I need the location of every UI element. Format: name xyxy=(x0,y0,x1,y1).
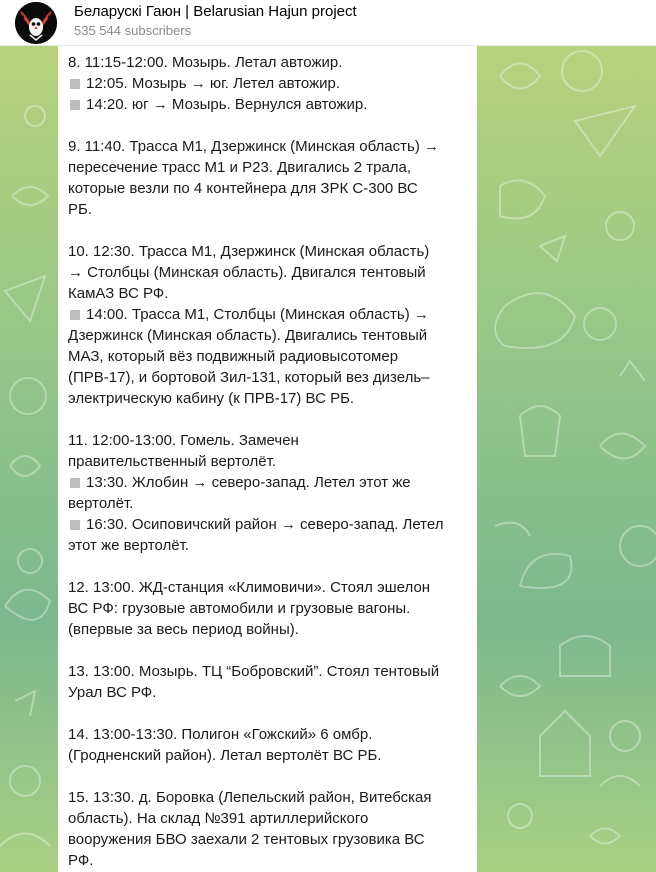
message-line xyxy=(68,73,467,94)
square-bullet-icon xyxy=(70,478,80,488)
message-line-text: → Столбцы (Минская область). Двигался тентовый xyxy=(68,264,426,281)
message-line-text: КамАЗ ВС РФ. xyxy=(68,285,169,302)
message-line xyxy=(68,787,467,808)
message-line xyxy=(68,451,467,472)
message-line-text: 14. 13:00-13:30. Полигон «Гожский» 6 омбр. xyxy=(68,726,373,743)
message-line xyxy=(68,346,467,367)
square-bullet-icon xyxy=(70,520,80,530)
message-line-text: 12. 13:00. ЖД-станция «Климовичи». Стоял эшелон xyxy=(68,579,431,596)
message-line-text: 10. 12:30. Трасса М1, Дзержинск (Минская область) xyxy=(68,243,430,260)
message-line-text: 11. 12:00-13:00. Гомель. Замечен xyxy=(68,432,299,449)
message-line-text: Дзержинск (Минская область). Двигались тентовый xyxy=(68,327,428,344)
square-bullet-icon xyxy=(70,310,80,320)
message-line-text: ВС РФ: грузовые автомобили и грузовые вагоны. xyxy=(68,600,411,617)
message-line xyxy=(68,514,467,535)
message-line xyxy=(68,661,467,682)
message-line-text: 12:05. Мозырь → юг. Летел автожир. xyxy=(86,75,341,92)
message-line xyxy=(68,745,467,766)
message-line xyxy=(68,724,467,745)
subscriber-count: 535 544 subscribers xyxy=(74,23,192,38)
message-line xyxy=(68,493,467,514)
message-line xyxy=(68,304,467,325)
message-line-text: пересечение трасс М1 и Р23. Двигались 2 трала, xyxy=(68,159,412,176)
paragraph-gap xyxy=(68,409,467,430)
message-line-text: 13:30. Жлобин → северо-запад. Летел этот же xyxy=(86,474,411,491)
message-line-text: вооружения БВО заехали 2 тентовых грузовика ВС xyxy=(68,831,425,848)
message-line-text: РБ. xyxy=(68,201,93,218)
message-bubble xyxy=(58,46,477,872)
message-line-text: 8. 11:15-12:00. Мозырь. Летал автожир. xyxy=(68,54,343,71)
paragraph-gap xyxy=(68,556,467,577)
paragraph-gap xyxy=(68,640,467,661)
message-line xyxy=(68,388,467,409)
channel-avatar[interactable] xyxy=(15,2,57,44)
message-line-text: 15. 13:30. д. Боровка (Лепельский район, Витебская xyxy=(68,789,432,806)
message-line xyxy=(68,850,467,871)
message-line xyxy=(68,199,467,220)
paragraph-gap xyxy=(68,115,467,136)
message-line xyxy=(68,808,467,829)
message-line xyxy=(68,682,467,703)
message-line-text: РФ. xyxy=(68,852,94,869)
message-line-text: 14:00. Трасса М1, Столбцы (Минская область) → xyxy=(86,306,429,323)
message-line-text: вертолёт. xyxy=(68,495,134,512)
message-line xyxy=(68,136,467,157)
message-line-text: (впервые за весь период войны). xyxy=(68,621,299,638)
message-line xyxy=(68,829,467,850)
channel-title[interactable]: Беларускі Гаюн | Belarusian Hajun project xyxy=(74,3,357,20)
paragraph-gap xyxy=(68,220,467,241)
square-bullet-icon xyxy=(70,100,80,110)
message-line xyxy=(68,157,467,178)
message-line xyxy=(68,367,467,388)
message-line-text: (ПРВ-17), и бортовой Зил-131, который вез дизель– xyxy=(68,369,430,386)
message-line xyxy=(68,52,467,73)
message-line-text: Урал ВС РФ. xyxy=(68,684,157,701)
message-line-text: которые везли по 4 контейнера для ЗРК С-300 ВС xyxy=(68,180,418,197)
message-line-text: правительственный вертолёт. xyxy=(68,453,277,470)
message-line xyxy=(68,241,467,262)
message-line xyxy=(68,94,467,115)
message-line-text: электрическую кабину (к ПРВ-17) ВС РБ. xyxy=(68,390,355,407)
message-line-text: 16:30. Осиповичский район → северо-запад. Летел xyxy=(86,516,444,533)
message-line-text: 13. 13:00. Мозырь. ТЦ “Бобровский”. Стоял тентовый xyxy=(68,663,440,680)
message-line-text: 14:20. юг → Мозырь. Вернулся автожир. xyxy=(86,96,368,113)
message-line-text: 9. 11:40. Трасса М1, Дзержинск (Минская область) → xyxy=(68,138,439,155)
message-line xyxy=(68,283,467,304)
square-bullet-icon xyxy=(70,79,80,89)
message-line xyxy=(68,598,467,619)
message-line xyxy=(68,619,467,640)
message-line-text: этот же вертолёт. xyxy=(68,537,189,554)
owl-logo-icon xyxy=(15,2,57,44)
paragraph-gap xyxy=(68,766,467,787)
paragraph-gap xyxy=(68,703,467,724)
message-line-text: (Гродненский район). Летал вертолёт ВС РБ. xyxy=(68,747,382,764)
message-line xyxy=(68,535,467,556)
message-line xyxy=(68,577,467,598)
message-line xyxy=(68,262,467,283)
message-line-text: область). На склад №391 артиллерийского xyxy=(68,810,369,827)
message-line xyxy=(68,325,467,346)
message-line-text: МАЗ, который вёз подвижный радиовысотомер xyxy=(68,348,399,365)
chat-header xyxy=(0,0,656,46)
message-line xyxy=(68,472,467,493)
message-line xyxy=(68,430,467,451)
message-line xyxy=(68,178,467,199)
